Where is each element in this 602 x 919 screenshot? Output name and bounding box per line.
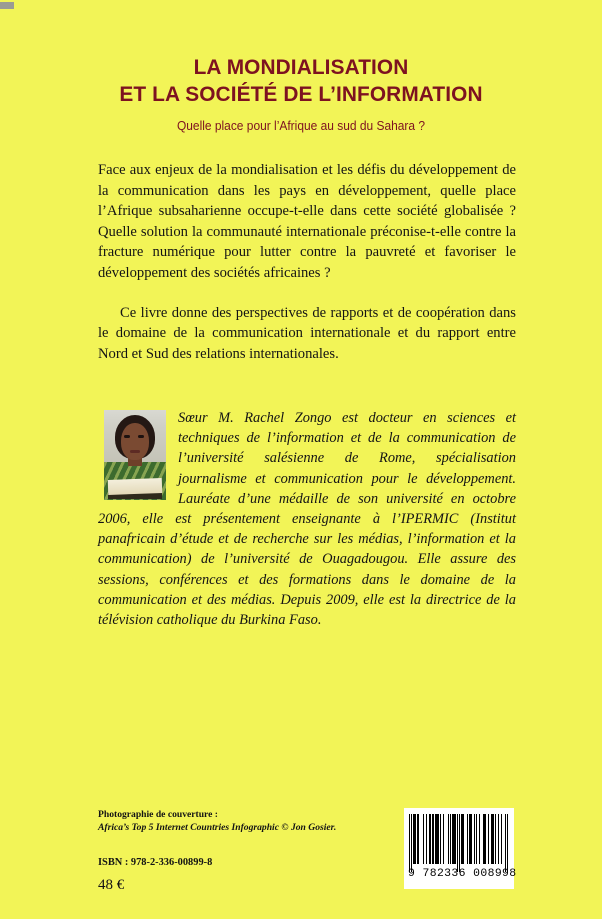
author-biography: Sœur M. Rachel Zongo est docteur en sciences et techniques de l’information et de la communication de l’université salésienne de Rome, spécialisation journalisme et communication pour le développement. Lauréate d’une médaille de son université en octobre 2006, elle est présentement enseignante à l’IPERMIC (Institut panafricain d’étude et de recherche sur les médias, l’information et la communication) de l’université de Ouagadougou. Elle assure des sessions, conférences et des formations dans le domaine de la communication et des médias. Depuis 2009, elle est la directrice de la télévision catholique du Burkina Faso. xyxy=(98,410,516,629)
photo-mouth xyxy=(130,450,140,453)
blurb-paragraph-2: Ce livre donne des perspectives de rapports et de coopération dans le domaine de la communication internationale et du rapport entre Nord et Sud des relations internationales. xyxy=(98,304,516,362)
scan-artifact xyxy=(0,2,14,9)
price-text: 48 € xyxy=(98,877,125,893)
photo-credit-label: Photographie de couverture : xyxy=(98,809,218,820)
barcode-bars xyxy=(409,814,509,864)
footer-credits xyxy=(98,808,388,894)
title-block xyxy=(0,54,602,134)
photo-held-object xyxy=(108,478,162,495)
title-line-1: LA MONDIALISATION xyxy=(193,55,409,79)
blurb-section xyxy=(98,160,516,364)
barcode-digits: 9 782336 008998 xyxy=(408,868,517,880)
photo-credit-value: Africa’s Top 5 Internet Countries Infographic © Jon Gosier. xyxy=(98,822,337,833)
photo-face xyxy=(121,423,149,460)
subtitle: Quelle place pour l’Afrique au sud du Sahara ? xyxy=(176,119,426,133)
photo-eye-left xyxy=(124,435,130,438)
author-bio-section xyxy=(98,408,516,630)
author-photo xyxy=(104,410,166,500)
isbn-text: ISBN : 978-2-336-00899-8 xyxy=(98,857,213,868)
blurb-paragraph-1: Face aux enjeux de la mondialisation et les défis du développement de la communication dans les pays en développement, quelle place l’Afrique subsaharienne occupe-t-elle dans cette société globalisée ? Quelle solution la communauté internationale préconise-t-elle contre la fracture numérique pour lutter contre la pauvreté et favoriser le développement des sociétés africaines ? xyxy=(98,162,516,281)
photo-eye-right xyxy=(138,435,144,438)
title-line-2: ET LA SOCIÉTÉ DE L’INFORMATION xyxy=(119,82,483,106)
barcode-panel xyxy=(404,808,517,889)
